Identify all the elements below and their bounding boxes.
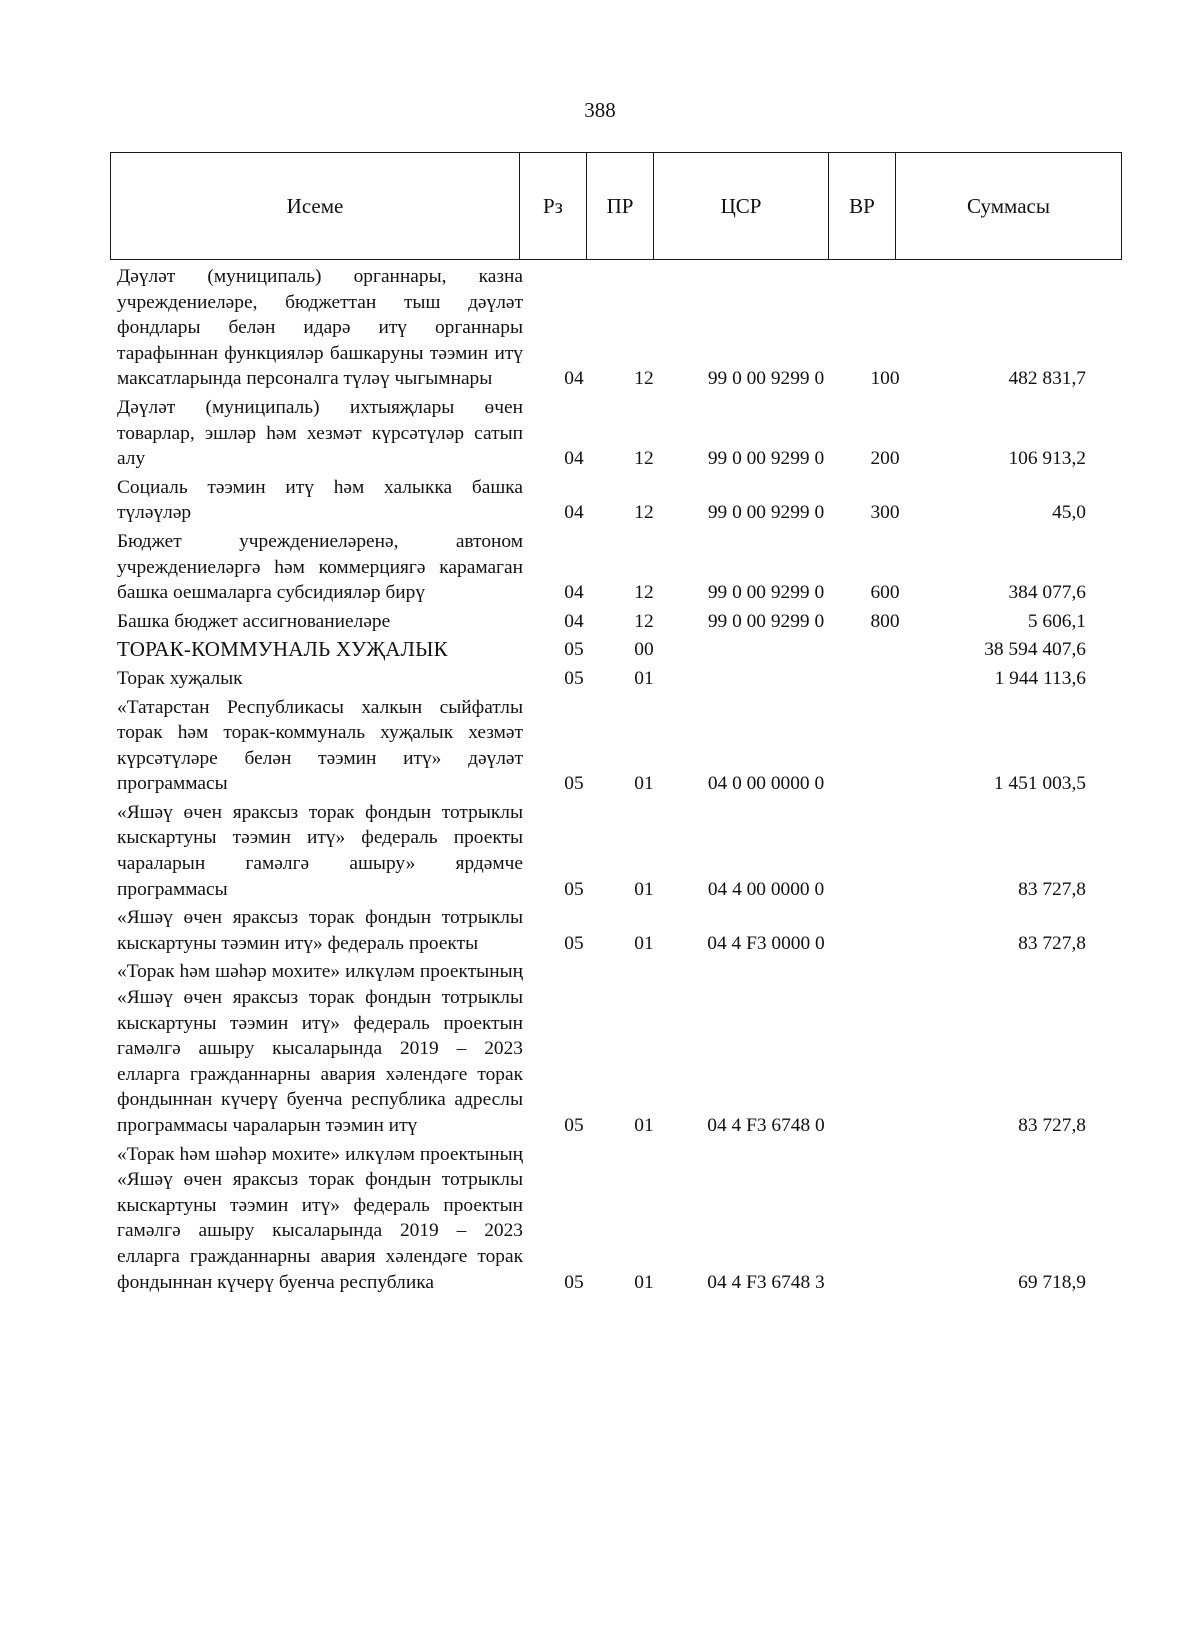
- row-pr: 00: [634, 639, 654, 661]
- row-name: Башка бюджет ассигнованиеләре: [117, 610, 391, 632]
- row-name: ТОРАК-КОММУНАЛЬ ХУҖАЛЫК: [117, 637, 448, 662]
- header-name: Исеме: [111, 153, 520, 260]
- row-vr: 300: [870, 502, 900, 524]
- row-rz: 04: [564, 610, 584, 632]
- row-vr: 800: [870, 610, 900, 632]
- row-pr: 12: [634, 610, 654, 632]
- row-csr: 04 4 00 0000 0: [707, 878, 825, 900]
- row-sum: 83 727,8: [1018, 1115, 1086, 1136]
- row-name: «Торак һәм шәһәр мохите» илкүләм проектының «Яшәү өчен яраксыз торак фондын тотрыклы кыскартуны тәэмин итү» федераль проектын гамәлгә ашыру кысаларында 2019 – 2023 елларга гражданнарны авария хәлендәге торак фондыннан күчерү буенча республика: [117, 1143, 523, 1293]
- row-rz: 04: [564, 368, 584, 390]
- row-csr: 04 4 F3 0000 0: [707, 932, 825, 954]
- header-pr: ПР: [587, 153, 654, 260]
- row-name: «Яшәү өчен яраксыз торак фондын тотрыклы кыскартуны тәэмин итү» федераль проекты чараларын гамәлгә ашыру» ярдәмче программасы: [117, 801, 523, 900]
- row-name: Торак хуҗалык: [117, 667, 243, 689]
- row-sum: 83 727,8: [1018, 932, 1086, 954]
- row-csr: 04 4 F3 6748 0: [707, 1115, 825, 1136]
- header-sum: Суммасы: [896, 153, 1122, 260]
- table-row: [117, 529, 1117, 606]
- row-sum: 5 606,1: [1027, 610, 1086, 632]
- row-rz: 05: [564, 773, 584, 795]
- row-vr: 600: [870, 582, 900, 604]
- header-csr: ЦСР: [654, 153, 829, 260]
- row-rz: 05: [564, 639, 584, 661]
- table-row: [117, 695, 1117, 797]
- row-pr: 12: [634, 582, 654, 604]
- row-sum: 1 944 113,6: [994, 667, 1086, 689]
- header-vr: ВР: [829, 153, 896, 260]
- table-row: [117, 959, 1117, 1138]
- row-pr: 12: [634, 502, 654, 524]
- row-pr: 01: [634, 1271, 654, 1293]
- row-csr: 04 4 F3 6748 3: [707, 1271, 825, 1293]
- header-rz: Рз: [520, 153, 587, 260]
- table-row: [117, 666, 1117, 692]
- row-sum: 45,0: [1052, 502, 1086, 524]
- row-csr: 04 0 00 0000 0: [707, 773, 825, 795]
- row-name: «Яшәү өчен яраксыз торак фондын тотрыклы кыскартуны тәэмин итү» федераль проекты: [117, 907, 523, 954]
- row-rz: 04: [564, 448, 584, 470]
- row-pr: 12: [634, 448, 654, 470]
- table-row: [117, 475, 1117, 526]
- row-sum: 384 077,6: [1008, 582, 1086, 604]
- table-row: [117, 609, 1117, 635]
- table-row: [117, 264, 1117, 392]
- row-rz: 05: [564, 1115, 584, 1136]
- row-name: Дәүләт (муниципаль) ихтыяҗлары өчен товарлар, эшләр һәм хезмәт күрсәтүләр сатып алу: [117, 396, 523, 470]
- row-csr: 99 0 00 9299 0: [707, 368, 825, 390]
- row-csr: 99 0 00 9299 0: [707, 582, 825, 604]
- row-csr: 99 0 00 9299 0: [707, 610, 825, 632]
- row-rz: 05: [564, 878, 584, 900]
- row-sum: 38 594 407,6: [984, 639, 1086, 661]
- row-csr: 99 0 00 9299 0: [707, 502, 825, 524]
- row-pr: 01: [634, 773, 654, 795]
- table-row: [117, 395, 1117, 472]
- row-sum: 482 831,7: [1008, 368, 1086, 390]
- row-name: Дәүләт (муниципаль) органнары, казна учреждениеләре, бюджеттан тыш дәүләт фондлары белән идарә итү органнары тарафыннан функцияләр башкаруны тәэмин итү максатларында персоналга түләү чыгымнары: [117, 266, 523, 390]
- table-row: [117, 1142, 1117, 1296]
- row-name: «Татарстан Республикасы халкын сыйфатлы торак һәм торак-коммуналь хуҗалык хезмәт күрсәтүләре белән тәэмин итү» дәүләт программасы: [117, 696, 523, 795]
- row-name: «Торак һәм шәһәр мохите» илкүләм проектының «Яшәү өчен яраксыз торак фондын тотрыклы кыскартуны тәэмин итү» федераль проектын гамәлгә ашыру кысаларында 2019 – 2023 елларга гражданнарны авария хәлендәге торак фондыннан күчерү буенча республика адреслы программасы чараларын тәэмин итү: [117, 961, 523, 1136]
- row-vr: 100: [870, 368, 900, 390]
- row-pr: 01: [634, 667, 654, 689]
- row-rz: 05: [564, 667, 584, 689]
- row-sum: 1 451 003,5: [993, 773, 1086, 795]
- row-pr: 01: [634, 878, 654, 900]
- row-csr: 99 0 00 9299 0: [707, 448, 825, 470]
- table-body: [117, 264, 1117, 1298]
- row-rz: 04: [564, 502, 584, 524]
- row-sum: 83 727,8: [1018, 878, 1086, 900]
- row-vr: 200: [870, 448, 900, 470]
- row-pr: 01: [634, 932, 654, 954]
- row-sum: 69 718,9: [1018, 1271, 1086, 1293]
- table-row: [117, 905, 1117, 956]
- row-rz: 05: [564, 932, 584, 954]
- row-name: Бюджет учреждениеләренә, автоном учреждениеләргә һәм коммерциягә карамаган башка оешмаларга субсидияләр бирү: [117, 530, 523, 604]
- row-pr: 01: [634, 1115, 654, 1136]
- table-row: [117, 637, 1117, 663]
- row-rz: 05: [564, 1271, 584, 1293]
- row-rz: 04: [564, 582, 584, 604]
- table-row: [117, 800, 1117, 902]
- row-pr: 12: [634, 368, 654, 390]
- row-name: Социаль тәэмин итү һәм халыкка башка түләүләр: [117, 476, 523, 524]
- table-header: [110, 152, 1122, 260]
- page-number: 388: [584, 98, 616, 122]
- row-sum: 106 913,2: [1008, 448, 1086, 470]
